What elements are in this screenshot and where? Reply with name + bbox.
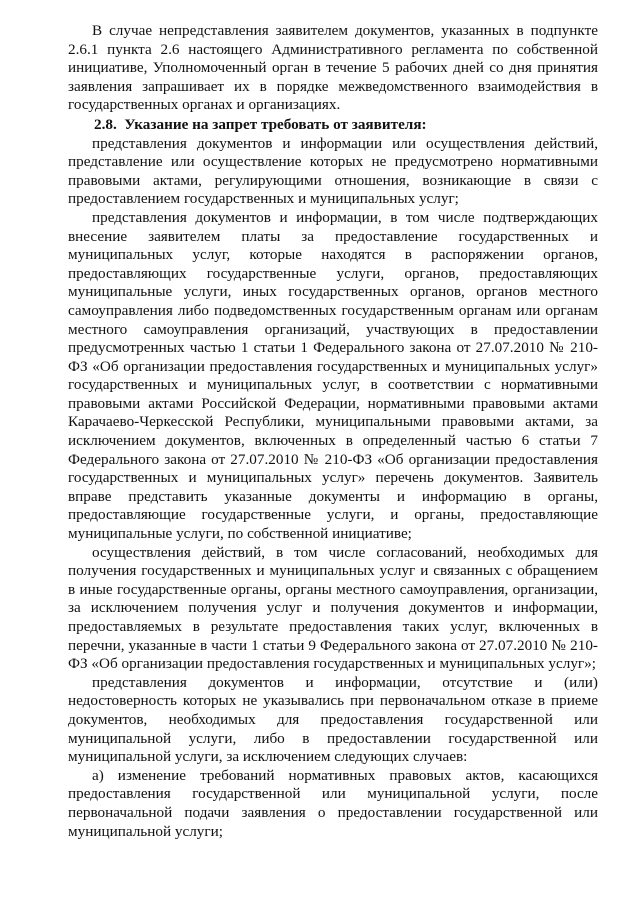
list-item: представления документов и информации, в том числе подтверждающих внесение заявителем платы за предоставление государственных и муниципальных услуг, которые находятся в распоряжении органов, предоставляющих государственные услуги, органов, предоставляющих муниципальные услуги, иных государственных органов, органов местного самоуправления либо подведомственных государственным органам или органам местного самоуправления организаций, участвующих в предоставлении предусмотренных частью 1 статьи 1 Федерального закона от 27.07.2010 № 210-ФЗ «Об организации предоставления государственных и муниципальных услуг» государственных и муниципальных услуг, в соответствии с нормативными правовыми актами Российской Федерации, нормативными правовыми актами Карачаево-Черкесской Республики, муниципальными правовыми актами, за исключением документов, включенных в определенный частью 6 статьи 7 Федерального закона от 27.07.2010 № 210-ФЗ «Об организации предоставления государственных и муниципальных услуг» перечень документов. Заявитель вправе представить указанные документы и информацию в органы, предоставляющие государственные услуги, и органы, предоставляющие муниципальные услуги, по собственной инициативе; xyxy=(68,208,598,543)
intro-paragraph: В случае непредставления заявителем документов, указанных в подпункте 2.6.1 пункта 2.6 настоящего Административного регламента по собственной инициативе, Уполномоченный орган в течение 5 рабочих дней со дня принятия заявления запрашивает их в порядке межведомственного взаимодействия в государственных органах и организациях. xyxy=(68,22,598,114)
document-text xyxy=(68,22,598,841)
section-title: Указание на запрет требовать от заявителя: xyxy=(124,115,427,133)
list-item: а) изменение требований нормативных правовых актов, касающихся предоставления государственной или муниципальной услуги, после первоначальной подачи заявления о предоставлении государственной или муниципальной услуги; xyxy=(68,766,598,840)
list-item: осуществления действий, в том числе согласований, необходимых для получения государственных и муниципальных услуг и связанных с обращением в иные государственные органы, органы местного самоуправления, организации, за исключением получения услуг и получения документов и информации, предоставляемых в результате предоставления таких услуг, включенных в перечни, указанные в части 1 статьи 9 Федерального закона от 27.07.2010 № 210-ФЗ «Об организации предоставления государственных и муниципальных услуг»; xyxy=(68,543,598,673)
list-item: представления документов и информации или осуществления действий, представление или осуществление которых не предусмотрено нормативными правовыми актами, регулирующими отношения, возникающие в связи с предоставлением государственных и муниципальных услуг; xyxy=(68,134,598,208)
list-item: представления документов и информации, отсутствие и (или) недостоверность которых не указывались при первоначальном отказе в приеме документов, необходимых для предоставления государственной или муниципальной услуги, либо в предоставлении государственной или муниципальной услуги, за исключением следующих случаев: xyxy=(68,673,598,766)
section-heading xyxy=(68,116,598,135)
section-number: 2.8. xyxy=(94,115,117,133)
